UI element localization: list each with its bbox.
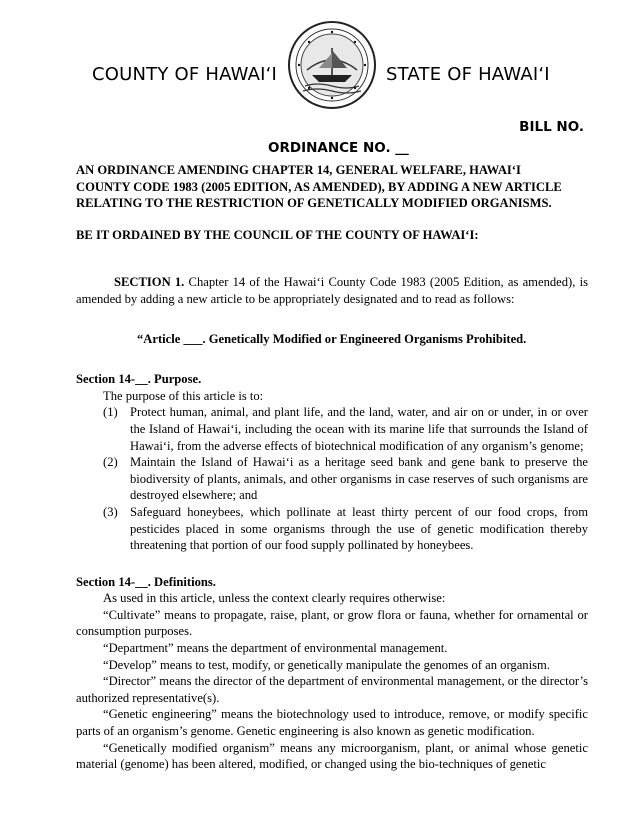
ordinance-title <box>76 162 588 212</box>
county-header: COUNTY OF HAWAI‘I <box>92 64 278 85</box>
list-item-text: Safeguard honeybees, which pollinate at least thirty percent of our food crops, from pesticides placed in some organisms through the use of genetic modification thereby threatening that portion of our food supply pollinated by honeybees. <box>130 504 588 553</box>
list-item-text: Maintain the Island of Hawai‘i as a heritage seed bank and gene bank to preserve the biodiversity of plants, animals, and other organisms in case reserves of such organisms are destroyed elsewhere; and <box>130 455 588 503</box>
definition-paragraph: “Department” means the department of environmental management. <box>103 641 448 656</box>
list-item-text: Protect human, animal, and plant life, and the land, water, and air on or under, in or over the Island of Hawai‘i, including the ocean with its marine life that surrounds the Island of Hawai‘i, from the adverse effects of biotechnical modification of any organism’s genome; <box>130 405 588 453</box>
definition-paragraph: “Genetically modified organism” means any microorganism, plant, or animal whose genetic material (genome) has been altered, modified, or changed using the bio-techniques of genetic <box>76 740 588 772</box>
definition-paragraph: “Develop” means to test, modify, or genetically manipulate the genomes of an organism. <box>103 657 550 672</box>
section-1-paragraph <box>76 274 588 307</box>
section-1-label: SECTION 1. <box>114 275 185 290</box>
county-seal-icon <box>287 20 377 110</box>
title-line: AN ORDINANCE AMENDING CHAPTER 14, GENERAL WELFARE, HAWAI‘I <box>76 163 521 177</box>
list-item <box>76 404 588 454</box>
title-line: COUNTY CODE 1983 (2005 EDITION, AS AMENDED), BY ADDING A NEW ARTICLE <box>76 179 562 194</box>
list-item <box>76 504 588 554</box>
title-line: RELATING TO THE RESTRICTION OF GENETICALLY MODIFIED ORGANISMS. <box>76 196 552 211</box>
article-heading: “Article ___. Genetically Modified or Engineered Organisms Prohibited. <box>137 331 527 346</box>
section-1-text: Chapter 14 of the Hawai‘i County Code 1983 (2005 Edition, as amended), is amended by adding a new article to be appropriately designated and to read as follows: <box>76 275 588 306</box>
ordinance-number-label: ORDINANCE NO. __ <box>268 140 409 156</box>
state-header: STATE OF HAWAI‘I <box>386 64 550 85</box>
definitions-intro: As used in this article, unless the context clearly requires otherwise: <box>103 591 446 606</box>
list-item <box>76 454 588 504</box>
list-item-number: (2) <box>103 455 118 470</box>
bill-number-label: BILL NO. <box>519 119 584 135</box>
purpose-heading: Section 14-__. Purpose. <box>76 372 202 387</box>
definition-paragraph: “Director” means the director of the department of environmental management, or the director’s authorized representative(s). <box>76 674 588 705</box>
definitions-heading: Section 14-__. Definitions. <box>76 574 216 589</box>
purpose-intro: The purpose of this article is to: <box>103 388 264 403</box>
ordinance-body <box>76 162 588 773</box>
definition-paragraph: “Cultivate” means to propagate, raise, plant, or grow flora or fauna, whether for ornamental or consumption purposes. <box>76 607 588 639</box>
list-item-number: (3) <box>103 504 118 519</box>
list-item-number: (1) <box>103 405 118 420</box>
enacting-clause: BE IT ORDAINED BY THE COUNCIL OF THE COUNTY OF HAWAI‘I: <box>76 227 479 242</box>
definition-paragraph: “Genetic engineering” means the biotechnology used to introduce, remove, or modify specific parts of an organism’s genome. Genetic engineering is also known as genetic modification. <box>76 707 588 739</box>
